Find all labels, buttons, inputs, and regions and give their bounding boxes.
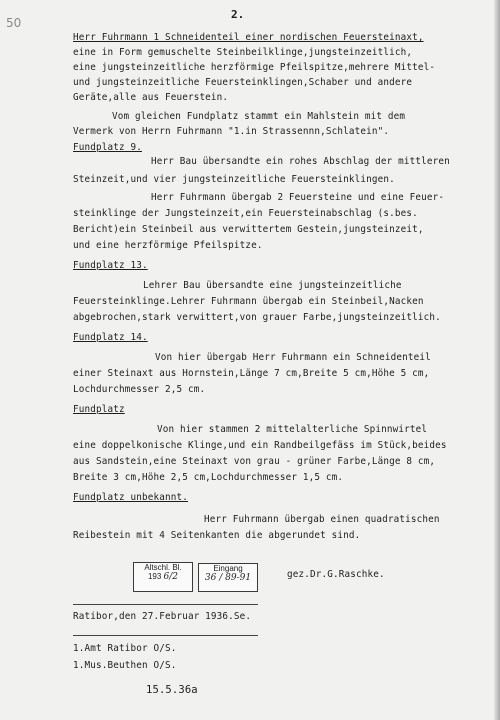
body-line: Feuersteinklinge.Lehrer Fuhrmann übergab ein Steinbeil,Nacken	[73, 296, 424, 307]
body-line: eine jungsteinzeitliche herzförmige Pfeilspitze,mehrere Mittel-	[73, 62, 436, 73]
body-line: und jungsteinzeitliche Feuersteinklingen,Schaber und andere	[73, 77, 413, 88]
body-line: Bericht)ein Steinbeil aus verwittertem Gestein,jungsteinzeit,	[73, 224, 424, 235]
footer-date: 15.5.36a	[146, 684, 198, 696]
body-line: Von hier übergab Herr Fuhrmann ein Schneidenteil	[155, 352, 431, 363]
recipient-line: 1.Mus.Beuthen O/S.	[73, 660, 177, 671]
receipt-stamp-label: Eingang	[213, 564, 243, 573]
separator-rule	[73, 635, 258, 636]
body-line: steinklinge der Jungsteinzeit,ein Feuersteinabschlag (s.bes.	[73, 208, 418, 219]
body-line: eine in Form gemuschelte Steinbeilklinge,jungsteinzeitlich,	[73, 47, 413, 58]
section-heading: Fundplatz unbekannt.	[73, 492, 188, 503]
margin-page-number: 50	[6, 16, 22, 30]
section-heading: Fundplatz 9.	[73, 142, 142, 153]
body-line: Reibestein mit 4 Seitenkanten die abgerundet sind.	[73, 530, 361, 541]
separator-rule	[73, 604, 258, 605]
body-line: Von hier stammen 2 mittelalterliche Spinnwirtel	[157, 424, 428, 435]
body-line: Herr Fuhrmann übergab 2 Feuersteine und eine Feuer-	[151, 192, 445, 203]
signature-line: gez.Dr.G.Raschke.	[287, 569, 385, 580]
archive-stamp-label: Altschl. Bl.	[144, 563, 182, 572]
archive-stamp-handwriting: 6/2	[163, 572, 179, 583]
body-line: Lochdurchmesser 2,5 cm.	[73, 384, 206, 395]
page-edge-shadow	[494, 0, 500, 720]
receipt-stamp-number: 36 / 89-91	[204, 573, 252, 584]
section-heading: Fundplatz	[73, 404, 125, 415]
section-heading: Fundplatz 13.	[73, 260, 148, 271]
body-line: aus Sandstein,eine Steinaxt von grau - grüner Farbe,Länge 8 cm,	[73, 456, 436, 467]
body-line: abgebrochen,stark verwittert,von grauer Farbe,jungsteinzeitlich.	[73, 312, 441, 323]
body-line: Vom gleichen Fundplatz stammt ein Mahlstein mit dem	[112, 111, 406, 122]
archive-stamp	[133, 562, 193, 592]
section-heading: Fundplatz 14.	[73, 332, 148, 343]
body-line: Breite 3 cm,Höhe 2,5 cm,Lochdurchmesser 1,5 cm.	[73, 472, 344, 483]
body-line: einer Steinaxt aus Hornstein,Länge 7 cm,Breite 5 cm,Höhe 5 cm,	[73, 368, 430, 379]
place-and-date: Ratibor,den 27.Februar 1936.Se.	[73, 611, 252, 622]
body-line: Steinzeit,und vier jungsteinzeitliche Feuersteinklingen.	[73, 174, 395, 185]
body-line: Geräte,alle aus Feuerstein.	[73, 92, 229, 103]
receipt-stamp	[198, 563, 258, 592]
body-line: und eine herzförmige Pfeilspitze.	[73, 240, 263, 251]
recipient-line: 1.Amt Ratibor O/S.	[73, 643, 177, 654]
archive-stamp-number: 193 6/2	[147, 572, 179, 583]
body-line: Vermerk von Herrn Fuhrmann "1.in Strassennn,Schlatein".	[73, 126, 390, 137]
page-number: 2.	[231, 8, 245, 21]
body-line: Herr Fuhrmann 1 Schneidenteil einer nordischen Feuersteinaxt,	[73, 32, 424, 43]
body-line: Lehrer Bau übersandte eine jungsteinzeitliche	[143, 280, 402, 291]
body-line: eine doppelkonische Klinge,und ein Randbeilgefäss im Stück,beides	[73, 440, 447, 451]
body-line: Herr Bau übersandte ein rohes Abschlag der mittleren	[151, 156, 450, 167]
body-line: Herr Fuhrmann übergab einen quadratischen	[204, 514, 440, 525]
